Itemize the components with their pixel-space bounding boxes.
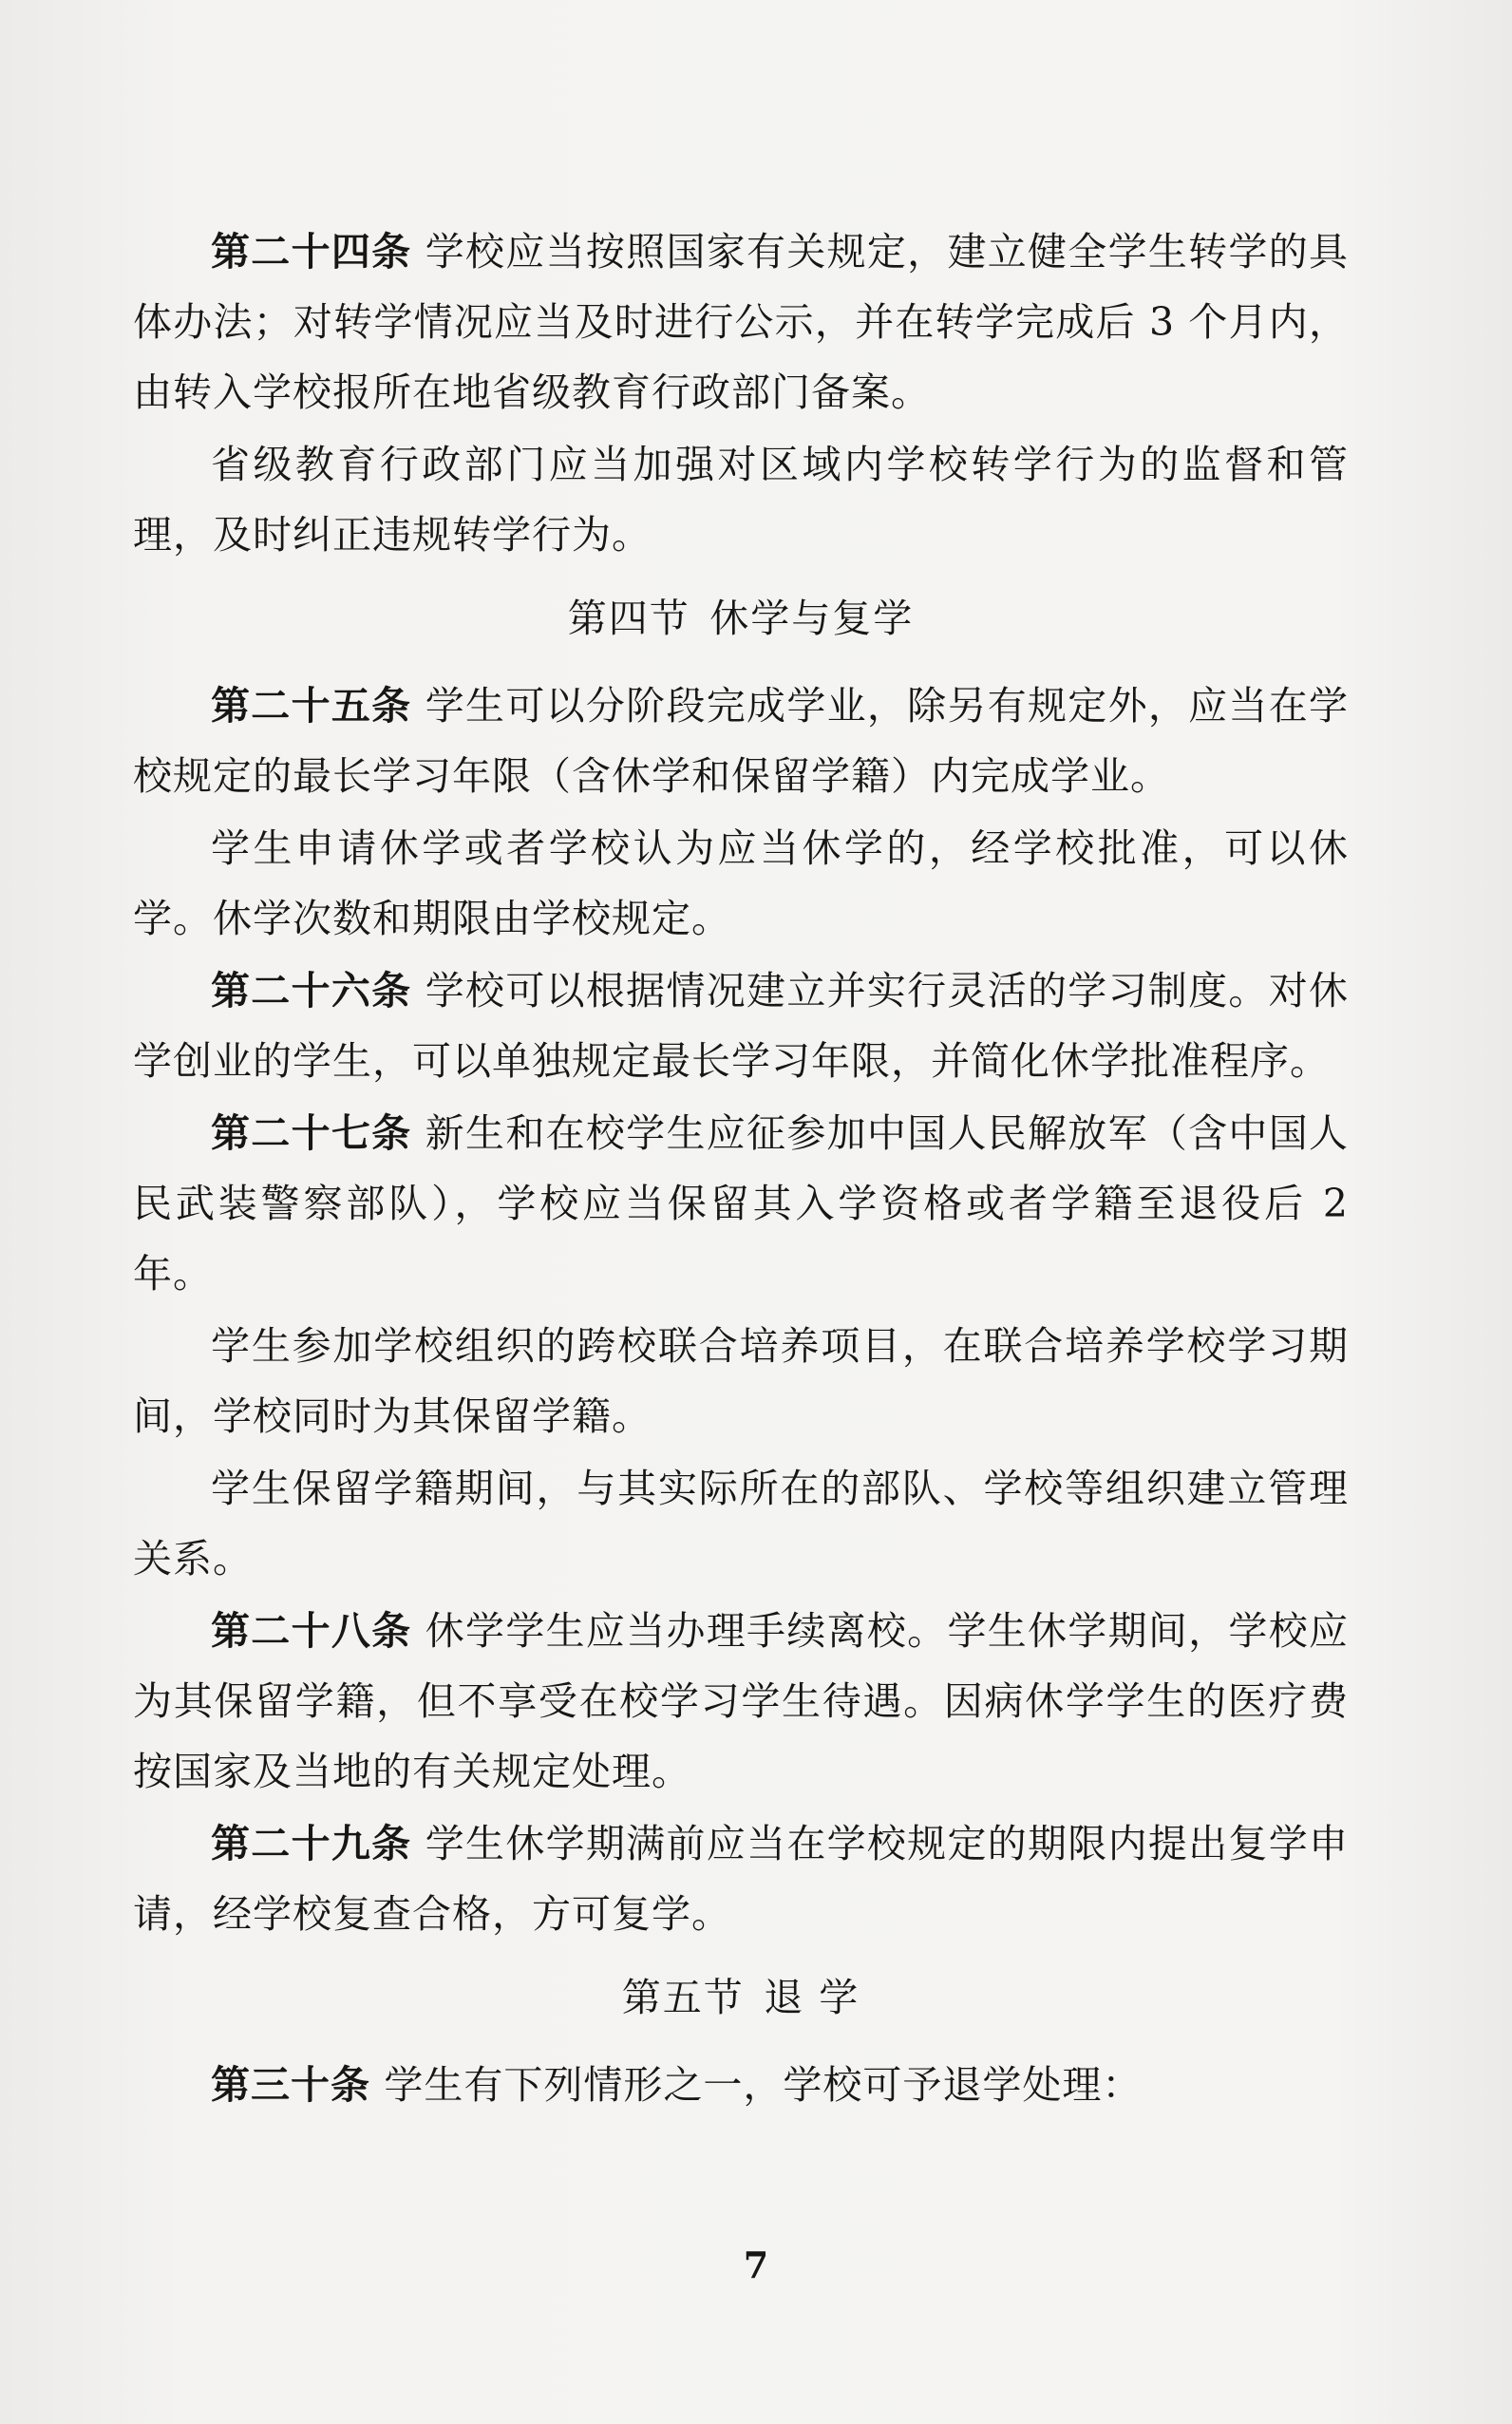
section-5-heading — [133, 1962, 1349, 2033]
paragraph-text: 学生保留学籍期间，与其实际所在的部队、学校等组织建立管理关系。 — [133, 1466, 1349, 1581]
section-4-heading — [133, 583, 1349, 653]
article-number: 第二十四条 — [211, 229, 412, 275]
article-text: 学生可以分阶段完成学业，除另有规定外，应当在学校规定的最长学习年限（含休学和保留学籍）内完成学业。 — [133, 683, 1350, 799]
article-25-paragraph — [133, 671, 1349, 811]
article-number: 第二十七条 — [211, 1110, 412, 1156]
article-27-paragraph — [133, 1098, 1349, 1309]
page-number: 7 — [743, 2244, 769, 2286]
article-number: 第二十六条 — [211, 968, 412, 1013]
article-30-paragraph — [133, 2050, 1349, 2120]
paragraph-text: 省级教育行政部门应当加强对区域内学校转学行为的监督和管理，及时纠正违规转学行为。 — [133, 442, 1349, 558]
paragraph-text: 学生申请休学或者学校认为应当休学的，经学校批准，可以休学。休学次数和期限由学校规定。 — [133, 825, 1349, 941]
article-26-paragraph — [133, 956, 1349, 1096]
article-28-paragraph — [133, 1596, 1349, 1807]
article-24-paragraph — [133, 217, 1349, 427]
article-25-supplement-paragraph — [133, 813, 1349, 954]
article-text: 休学学生应当办理手续离校。学生休学期间，学校应为其保留学籍，但不享受在校学习学生待遇。因病休学学生的医疗费按国家及当地的有关规定处理。 — [133, 1608, 1350, 1794]
article-text: 学生有下列情形之一，学校可予退学处理： — [384, 2062, 1143, 2108]
article-number: 第三十条 — [211, 2062, 370, 2108]
article-text: 学校应当按照国家有关规定，建立健全学生转学的具体办法；对转学情况应当及时进行公示，并在转学完成后 3 个月内，由转入学校报所在地省级教育行政部门备案。 — [133, 229, 1350, 415]
article-number: 第二十五条 — [211, 683, 412, 729]
article-text: 学生休学期满前应当在学校规定的期限内提出复学申请，经学校复查合格，方可复学。 — [133, 1821, 1350, 1937]
article-27-supplement-paragraph-2 — [133, 1453, 1349, 1594]
article-number: 第二十八条 — [211, 1608, 412, 1654]
section-number: 第五节 — [621, 1975, 745, 2020]
section-title: 休学与复学 — [709, 596, 915, 641]
article-number: 第二十九条 — [211, 1821, 412, 1866]
article-29-paragraph — [133, 1809, 1349, 1949]
article-27-supplement-paragraph-1 — [133, 1311, 1349, 1451]
section-number: 第四节 — [567, 596, 690, 641]
document-body — [133, 217, 1349, 2122]
article-text: 新生和在校学生应征参加中国人民解放军（含中国人民武装警察部队），学校应当保留其入学资格或者学籍至退役后 2 年。 — [133, 1110, 1350, 1297]
section-title: 退 学 — [764, 1975, 860, 2020]
article-text: 学校可以根据情况建立并实行灵活的学习制度。对休学创业的学生，可以单独规定最长学习年限，并简化休学批准程序。 — [133, 968, 1350, 1084]
paragraph-text: 学生参加学校组织的跨校联合培养项目，在联合培养学校学习期间，学校同时为其保留学籍。 — [133, 1323, 1349, 1439]
article-24-supplement-paragraph — [133, 429, 1349, 570]
